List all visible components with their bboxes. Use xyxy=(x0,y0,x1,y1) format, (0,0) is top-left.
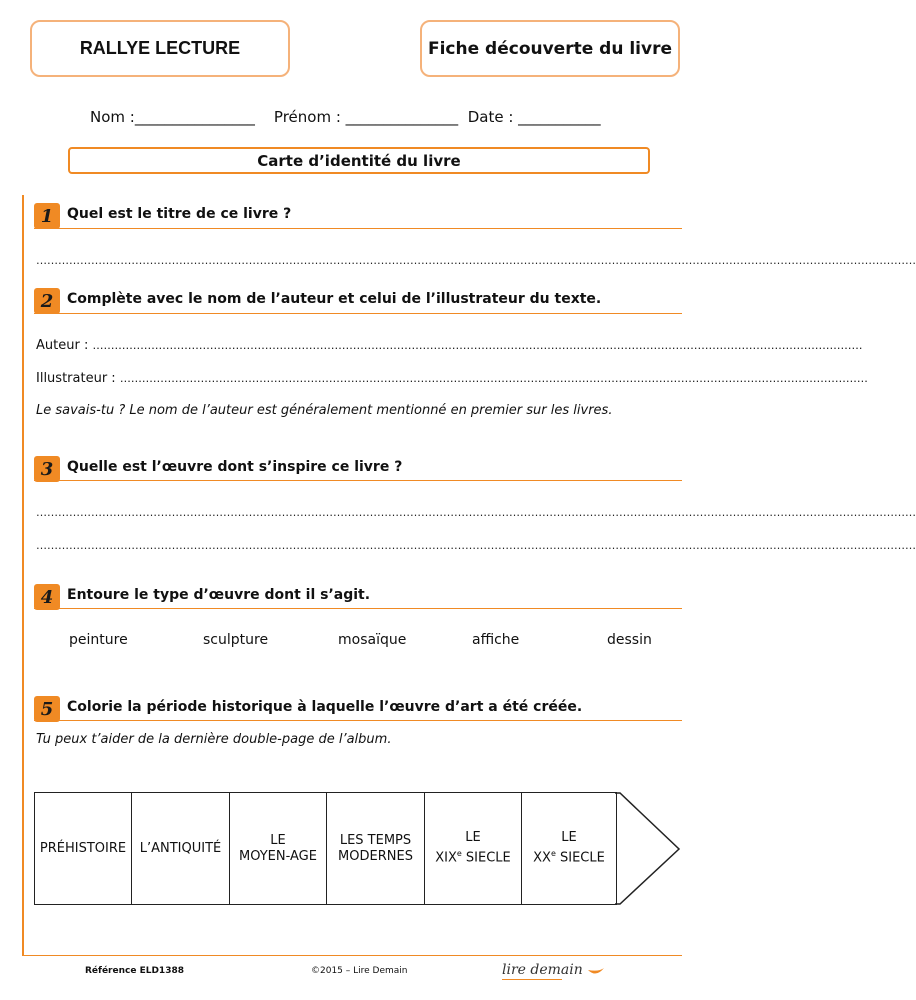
lire-demain-logo: lire demain xyxy=(502,962,605,980)
logo-sun-icon xyxy=(587,964,605,976)
logo-underline xyxy=(502,979,562,980)
question-2: Complète avec le nom de l’auteur et celui de l’illustrateur du texte. xyxy=(67,291,602,307)
auteur-label: Auteur : xyxy=(36,338,89,353)
aide-note: Tu peux t’aider de la dernière double-page de l’album. xyxy=(36,732,392,747)
timeline-label: LE xyxy=(270,832,286,848)
timeline-arrow-head xyxy=(615,792,682,906)
question-number-3: 3 xyxy=(34,456,60,482)
prenom-field[interactable]: Prénom : _______________ xyxy=(273,108,459,126)
question-5: Colorie la période historique à laquelle l’œuvre d’art a été créée. xyxy=(67,699,583,715)
question-number-5: 5 xyxy=(34,696,60,722)
rallye-lecture-title: RALLYE LECTURE xyxy=(30,20,290,77)
timeline-label: MOYEN-AGE xyxy=(239,848,317,864)
left-rule xyxy=(22,195,24,955)
question-3: Quelle est l’œuvre dont s’inspire ce livre ? xyxy=(67,459,403,475)
timeline-label: L’ANTIQUITÉ xyxy=(139,840,222,856)
answer-line-oeuvre-2[interactable]: …………………………………………………………………………………………………………………………………………………………………………………………………………………… xyxy=(36,539,916,552)
reference: Référence ELD1388 xyxy=(85,966,184,976)
timeline-label: MODERNES xyxy=(338,848,413,864)
timeline-label: LES TEMPS xyxy=(339,832,412,848)
illustrateur-label: Illustrateur : xyxy=(36,371,116,386)
answer-line-oeuvre-1[interactable]: …………………………………………………………………………………………………………………………………………………………………………………………………………………… xyxy=(36,506,916,519)
timeline-label: PRÉHISTOIRE xyxy=(39,840,127,856)
choice-mosaique[interactable]: mosaïque xyxy=(338,632,407,648)
nom-field[interactable]: Nom :________________ xyxy=(90,108,255,126)
illustrateur-line[interactable]: Illustrateur : …………………………………………………………………………………………………………………………………………………………………………………… xyxy=(36,371,868,386)
fiche-title: Fiche découverte du livre xyxy=(420,20,680,77)
timeline-label: LE xyxy=(465,830,481,846)
timeline-temps-modernes[interactable] xyxy=(326,792,425,905)
section-title: Carte d’identité du livre xyxy=(68,147,650,174)
copyright: ©2015 – Lire Demain xyxy=(311,966,408,976)
choice-sculpture[interactable]: sculpture xyxy=(203,632,269,648)
question-number-4: 4 xyxy=(34,584,60,610)
bottom-rule xyxy=(22,955,682,956)
timeline-xxe-siecle[interactable] xyxy=(521,792,617,905)
question-divider xyxy=(34,608,682,609)
choice-affiche[interactable]: affiche xyxy=(472,632,520,648)
date-field[interactable]: Date : ___________ xyxy=(467,108,601,126)
question-divider xyxy=(34,480,682,481)
timeline-prehistoire[interactable] xyxy=(34,792,132,905)
timeline xyxy=(34,792,682,907)
timeline-label: XIXe SIECLE xyxy=(435,849,511,866)
choice-peinture[interactable]: peinture xyxy=(69,632,128,648)
question-divider xyxy=(34,228,682,229)
timeline-moyen-age[interactable] xyxy=(229,792,327,905)
question-number-2: 2 xyxy=(34,288,60,314)
question-divider xyxy=(34,720,682,721)
choice-dessin[interactable]: dessin xyxy=(607,632,652,648)
auteur-line[interactable]: Auteur : ………………………………………………………………………………………………………………………………………………………………………………………… xyxy=(36,338,863,353)
identity-line xyxy=(90,108,601,126)
question-divider xyxy=(34,313,682,314)
question-1: Quel est le titre de ce livre ? xyxy=(67,206,292,222)
answer-line-title[interactable]: …………………………………………………………………………………………………………………………………………………………………………………………………………………… xyxy=(36,254,916,267)
timeline-label: LE xyxy=(561,830,577,846)
savais-tu-note: Le savais-tu ? Le nom de l’auteur est généralement mentionné en premier sur les livres. xyxy=(36,403,613,418)
question-4: Entoure le type d’œuvre dont il s’agit. xyxy=(67,587,371,603)
timeline-label: XXe SIECLE xyxy=(533,849,605,866)
timeline-xixe-siecle[interactable] xyxy=(424,792,522,905)
question-number-1: 1 xyxy=(34,203,60,229)
timeline-antiquite[interactable] xyxy=(131,792,230,905)
